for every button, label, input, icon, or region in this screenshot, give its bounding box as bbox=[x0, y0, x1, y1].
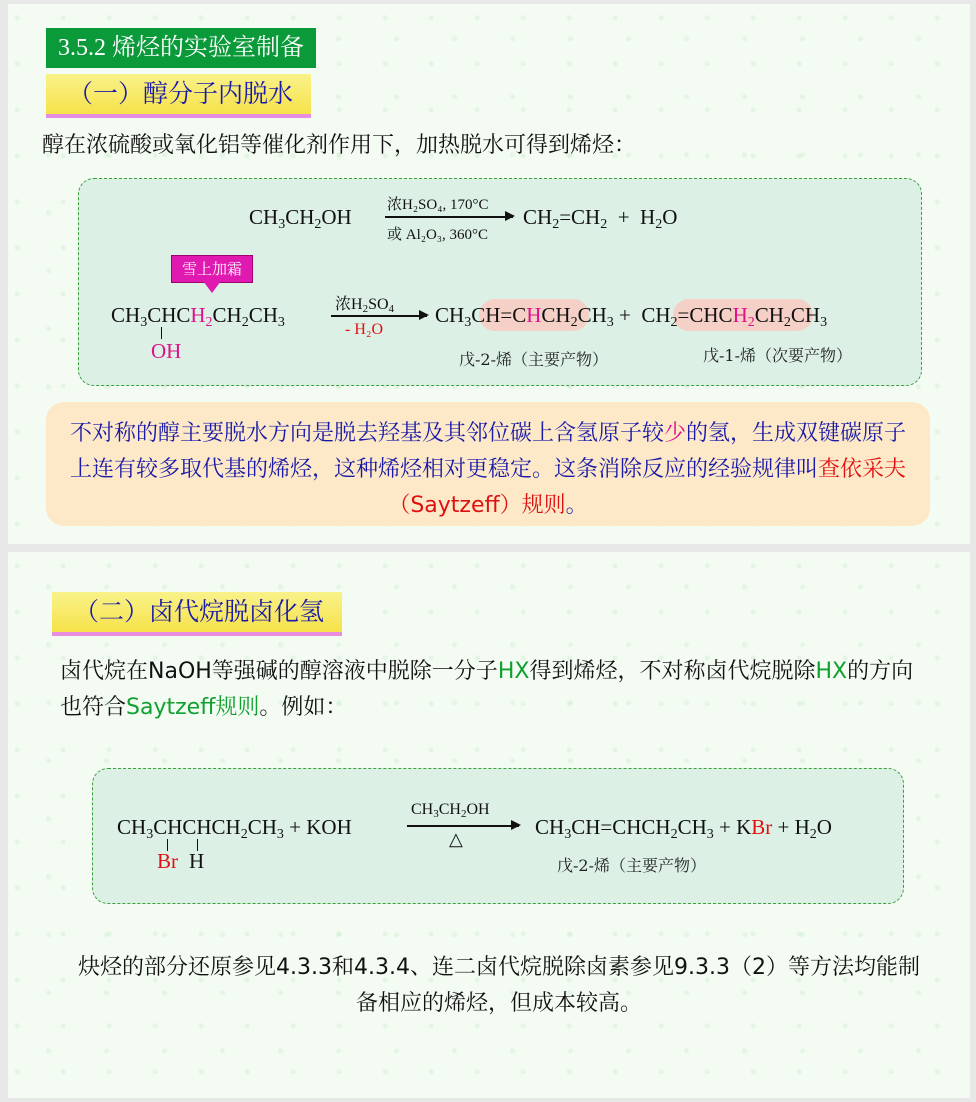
r3-caption: 戊-2-烯（主要产物） bbox=[557, 856, 706, 875]
r1-condition-top: 浓H₂SO₄, 170°C bbox=[387, 197, 489, 213]
r2-arrow bbox=[331, 315, 427, 317]
r2-bond bbox=[161, 327, 162, 339]
r2-oh: OH bbox=[151, 339, 182, 363]
slide-2 bbox=[8, 552, 970, 1098]
r3-reactant: $CH_3CHCHCH_2CH_3$ + KOH bbox=[117, 815, 352, 842]
r3-h: H bbox=[189, 849, 205, 873]
rule-note-text: 不对称的醇主要脱水方向是脱去羟基及其邻位碳上含氢原子较少的氢，生成双键碳原子上连有较多取代基的烯烃，这种烯烃相对更稳定。这条消除反应的经验规律叫查依采夫（Saytzeff）规则。 bbox=[69, 421, 907, 518]
r2-reactant: $CH_3CHCH_2CH_2CH_3$ bbox=[111, 303, 285, 330]
tag-label: 雪上加霜 bbox=[171, 255, 253, 283]
r2-condition-top: 浓$H_2SO_4$ bbox=[335, 296, 395, 315]
reaction-box-2 bbox=[92, 768, 904, 904]
section-title: 3.5.2 烯烃的实验室制备 bbox=[46, 28, 316, 68]
rule-note-box bbox=[46, 402, 930, 526]
subheading-alcohol-dehydration: （一）醇分子内脱水 bbox=[46, 74, 311, 118]
subheading-dehydrohalogenation: （二）卤代烷脱卤化氢 bbox=[52, 592, 342, 636]
tag-pointer bbox=[203, 281, 221, 293]
r3-products: $CH_3CH=CHCH_2CH_3$ + KBr + $H_2O$ bbox=[535, 815, 832, 842]
r3-condition-bottom: △ bbox=[449, 829, 463, 849]
r1-arrow bbox=[385, 216, 513, 218]
closing-text: 炔烃的部分还原参见4.3.3和4.3.4、连二卤代烷脱除卤素参见9.3.3（2）等方法均能制备相应的烯烃，但成本较高。 bbox=[78, 955, 920, 1016]
r2-condition-bottom: - H₂O bbox=[345, 321, 384, 338]
r2-caption-major: 戊-2-烯（主要产物） bbox=[459, 350, 608, 369]
reaction-box-1 bbox=[78, 178, 922, 386]
intro-text-2: 卤代烷在NaOH等强碱的醇溶液中脱除一分子HX得到烯烃，不对称卤代烷脱除HX的方向也符合Saytzeff规则。例如： bbox=[60, 659, 914, 720]
r3-condition-top: $CH_3CH_2OH$ bbox=[411, 801, 490, 820]
slide-1 bbox=[8, 4, 970, 544]
r1-products: $CH_2=CH_2 + H_2O$ bbox=[523, 205, 678, 232]
intro-text-1: 醇在浓硫酸或氧化铝等催化剂作用下，加热脱水可得到烯烃： bbox=[42, 133, 637, 158]
r1-reactant: $CH_3CH_2OH$ bbox=[249, 205, 352, 232]
r3-arrow bbox=[407, 825, 519, 827]
r2-caption-minor: 戊-1-烯（次要产物） bbox=[703, 346, 852, 365]
rule-name: 查依采夫（Saytzeff）规则 bbox=[388, 457, 907, 518]
r1-condition-bottom: 或 Al₂O₃, 360°C bbox=[387, 227, 489, 243]
r3-br: Br bbox=[157, 849, 178, 873]
r2-products: $CH_3CH=CHCH_2CH_3$ + $CH_2=CHCH_2CH_2CH_3$ bbox=[435, 303, 828, 330]
